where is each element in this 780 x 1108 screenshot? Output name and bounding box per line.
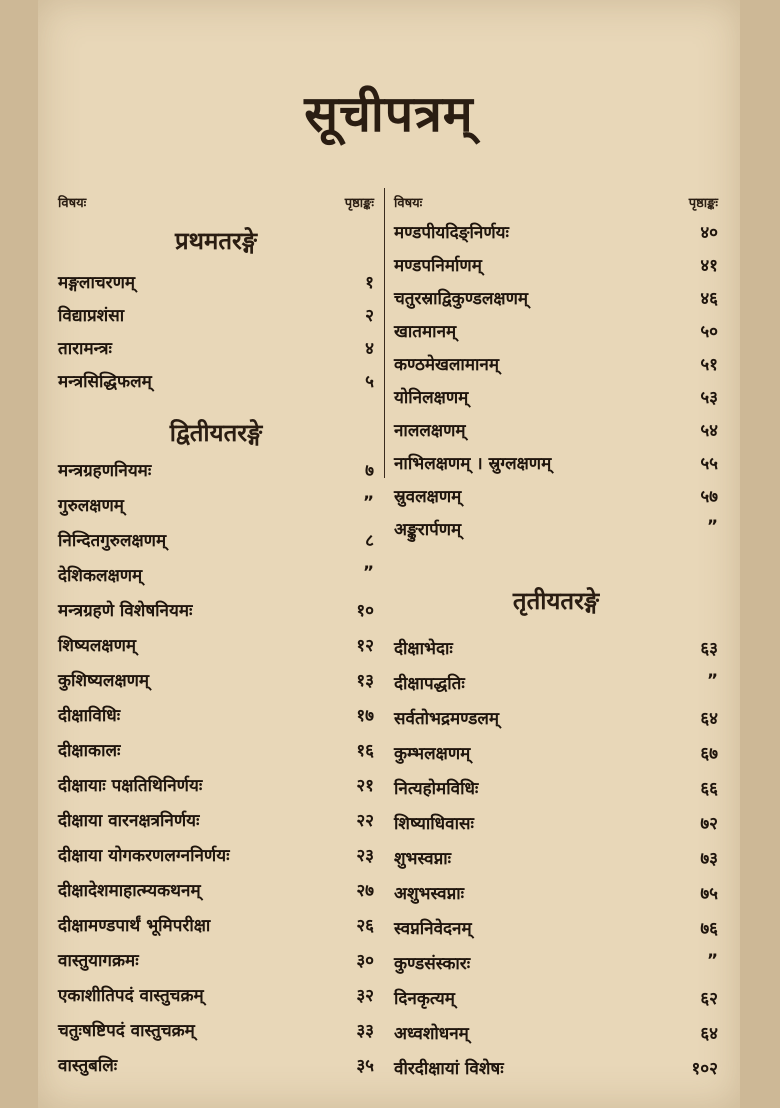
toc-entry [394,418,718,448]
entry-page-number: ५ [365,372,374,392]
toc-entry [394,916,718,946]
toc-entry [58,1018,374,1048]
entry-page-number: ५३ [700,388,718,408]
toc-entry [58,493,374,523]
toc-entry [58,773,374,803]
entry-title: खातमानम् [394,322,457,342]
entry-title: नाभिलक्षणम् । स्रुग्लक्षणम् [394,454,552,474]
entry-page-number: ८ [365,531,374,551]
entry-page-number: ६३ [700,639,718,659]
toc-entry [394,741,718,771]
entry-page-number: १२ [356,636,374,656]
entry-page-number: ६४ [700,1024,718,1044]
entry-page-number: ” [706,671,718,691]
entry-title: दीक्षाविधिः [58,706,121,726]
entry-page-number: १७ [356,706,374,726]
entry-title: दीक्षाकालः [58,741,121,761]
entry-title: अध्वशोधनम् [394,1024,469,1044]
entry-title: दीक्षाया योगकरणलग्ननिर्णयः [58,846,230,866]
entry-page-number: ३३ [356,1021,374,1041]
section-heading: तृतीयतरङ्गे [512,586,600,615]
toc-entry [58,528,374,558]
entry-title: देशिकलक्षणम् [58,566,143,586]
entry-page-number: ५० [700,322,718,342]
entry-page-number: ५४ [700,421,718,441]
toc-entry [58,369,374,399]
toc-entry [394,776,718,806]
entry-title: चतुःषष्टिपदं वास्तुचक्रम् [58,1021,195,1041]
entry-page-number: ६२ [700,989,718,1009]
entry-title: नाललक्षणम् [394,421,466,441]
entry-page-number: ६४ [700,709,718,729]
entry-page-number: ७२ [700,814,718,834]
entry-page-number: ” [362,563,374,583]
entry-page-number: ५१ [700,355,718,375]
entry-title: मण्डपनिर्माणम् [394,256,482,276]
subject-header: विषयः [58,196,87,211]
toc-entry [394,846,718,876]
entry-page-number: ५५ [700,454,718,474]
entry-page-number: ७६ [700,919,718,939]
entry-title: तारामन्त्रः [58,339,112,359]
entry-title: नित्यहोमविधिः [394,779,479,799]
entry-title: स्रुवलक्षणम् [394,487,462,507]
entry-title: शिष्याधिवासः [394,814,474,834]
toc-entry [58,738,374,768]
entry-title: मन्त्रग्रहणे विशेषनियमः [58,601,193,621]
entry-title: दीक्षायाः पक्षतिथिनिर्णयः [58,776,203,796]
toc-entry [394,484,718,514]
entry-page-number: २३ [356,846,374,866]
entry-title: निन्दितगुरुलक्षणम् [58,531,167,551]
toc-entry [394,517,718,547]
toc-entry [394,881,718,911]
entry-title: मङ्गलाचरणम् [58,273,136,293]
entry-page-number: ४ [365,339,374,359]
toc-entry [394,451,718,481]
entry-title: योनिलक्षणम् [394,388,469,408]
entry-title: वीरदीक्षायां विशेषः [394,1059,504,1079]
entry-title: विद्याप्रशंसा [58,306,125,326]
entry-title: शुभस्वप्नाः [394,849,452,869]
toc-entry [58,878,374,908]
entry-title: अङ्कुरार्पणम् [394,520,462,540]
entry-title: मन्त्रसिद्धिफलम् [58,372,152,392]
toc-entry [58,808,374,838]
toc-entry [58,563,374,593]
toc-entry [394,253,718,283]
entry-title: स्वप्ननिवेदनम् [394,919,472,939]
entry-page-number: १० [356,601,374,621]
left-header [58,193,374,213]
toc-entry [394,706,718,736]
entry-title: कुशिष्यलक्षणम् [58,671,150,691]
entry-title: एकाशीतिपदं वास्तुचक्रम् [58,986,204,1006]
entry-page-number: २७ [356,881,374,901]
entry-title: मन्त्रग्रहणनियमः [58,461,152,481]
toc-entry [58,458,374,488]
entry-page-number: १३ [356,671,374,691]
toc-entry [58,598,374,628]
entry-page-number: ४० [700,223,718,243]
entry-title: दीक्षादेशमाहात्म्यकथनम् [58,881,201,901]
toc-entry [394,286,718,316]
section-heading: द्वितीयतरङ्गे [169,418,263,447]
entry-page-number: २६ [356,916,374,936]
entry-title: दीक्षाभेदाः [394,639,453,659]
entry-title: दीक्षाया वारनक्षत्रनिर्णयः [58,811,200,831]
entry-page-number: ७ [365,461,374,481]
toc-entry [394,636,718,666]
toc-entry [58,913,374,943]
entry-page-number: १६ [356,741,374,761]
toc-entry [394,671,718,701]
toc-entry [58,983,374,1013]
toc-entry [58,336,374,366]
entry-page-number: ३२ [356,986,374,1006]
entry-title: वास्तुयागक्रमः [58,951,139,971]
entry-title: सर्वतोभद्रमण्डलम् [394,709,500,729]
entry-page-number: ४६ [700,289,718,309]
toc-entry [58,948,374,978]
entry-page-number: ४१ [700,256,718,276]
entry-title: कुण्डसंस्कारः [394,954,471,974]
entry-page-number: २१ [356,776,374,796]
entry-title: दिनकृत्यम् [394,989,455,1009]
entry-title: गुरुलक्षणम् [58,496,124,516]
toc-entry [394,1056,718,1086]
toc-entry [394,220,718,250]
entry-title: अशुभस्वप्नाः [394,884,465,904]
entry-page-number: ” [362,493,374,513]
entry-page-number: ६६ [700,779,718,799]
page-title: सूचीपत्रम् [304,84,474,143]
entry-title: दीक्षापद्धतिः [394,674,465,694]
column-divider [384,188,385,478]
entry-page-number: २२ [356,811,374,831]
toc-entry [58,668,374,698]
entry-title: शिष्यलक्षणम् [58,636,137,656]
entry-title: कुम्भलक्षणम् [394,744,471,764]
entry-page-number: ७३ [700,849,718,869]
toc-entry [58,303,374,333]
entry-page-number: २ [365,306,374,326]
toc-entry [394,319,718,349]
entry-page-number: १ [365,273,374,293]
toc-entry [394,811,718,841]
entry-title: कण्ठमेखलामानम् [394,355,499,375]
page-header: पृष्ठाङ्कः [688,196,718,211]
entry-title: चतुरस्राद्विकुण्डलक्षणम् [394,289,529,309]
entry-title: मण्डपीयदिङ्निर्णयः [394,223,509,243]
toc-entry [394,352,718,382]
entry-page-number: १०२ [691,1059,718,1079]
entry-title: दीक्षामण्डपार्थं भूमिपरीक्षा [58,916,211,936]
toc-entry [394,986,718,1016]
entry-page-number: ५७ [700,487,718,507]
book-page [38,0,740,1108]
section-heading: प्रथमतरङ्गे [174,226,258,255]
entry-page-number: ६७ [700,744,718,764]
page-header: पृष्ठाङ्कः [344,196,374,211]
toc-entry [394,1021,718,1051]
toc-entry [58,1053,374,1083]
toc-entry [58,843,374,873]
toc-entry [394,385,718,415]
entry-page-number: ” [706,951,718,971]
toc-entry [394,951,718,981]
right-header [394,193,718,213]
entry-page-number: ३० [356,951,374,971]
toc-entry [58,703,374,733]
entry-page-number: ३५ [356,1056,374,1076]
entry-page-number: ७५ [700,884,718,904]
subject-header: विषयः [394,196,423,211]
entry-page-number: ” [706,517,718,537]
toc-entry [58,270,374,300]
toc-entry [58,633,374,663]
entry-title: वास्तुबलिः [58,1056,118,1076]
